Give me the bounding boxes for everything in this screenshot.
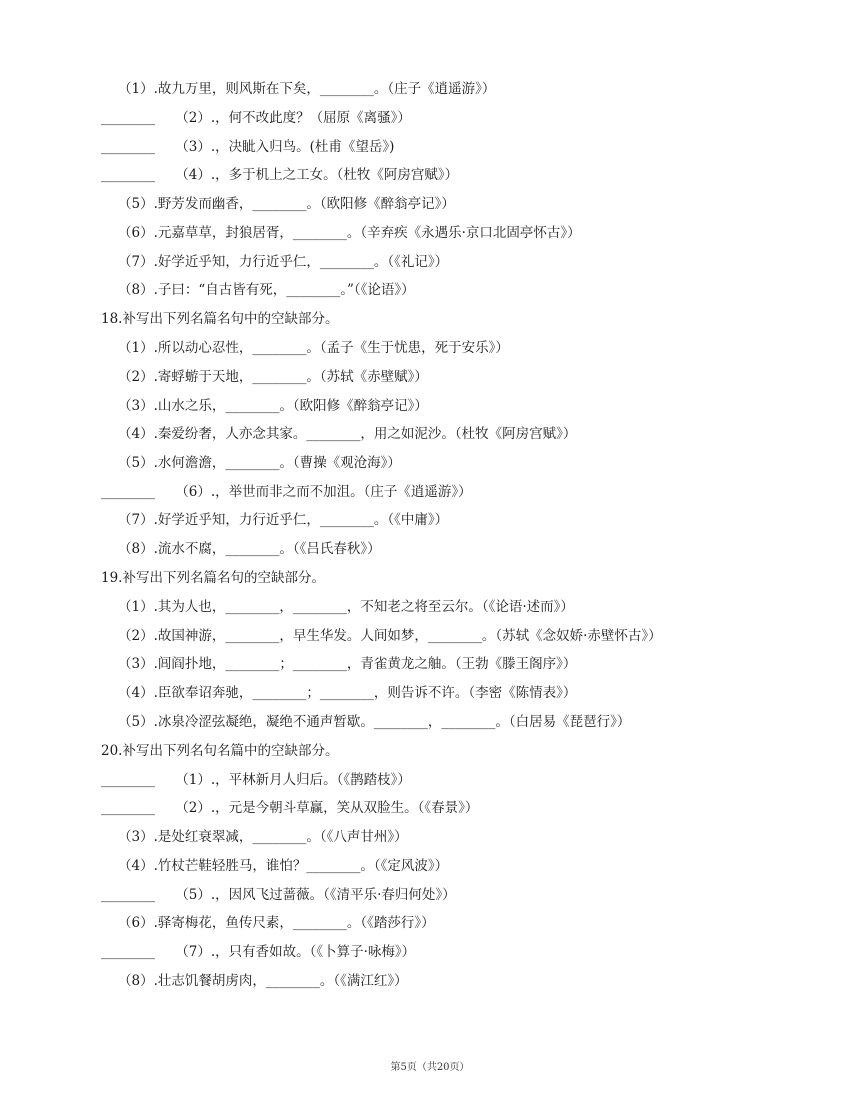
question-line [0, 884, 860, 906]
question-line [0, 193, 860, 215]
section-heading [0, 740, 860, 762]
line-text: ________ （1）.，平林新月人归后。（《鹊踏枝》） [101, 772, 411, 788]
question-line [0, 337, 860, 359]
line-text: （6）.元嘉草草，封狼居胥，________。（辛弃疾《永遇乐·京口北固亭怀古》） [118, 225, 581, 241]
question-line [0, 222, 860, 244]
line-text: ________ （3）.，决眦入归鸟。(杜甫《望岳》) [101, 139, 395, 155]
question-line [0, 797, 860, 819]
question-line [0, 970, 860, 992]
question-line [0, 107, 860, 129]
question-line [0, 596, 860, 618]
line-text: （2）.寄蜉蝣于天地，________。（苏轼《赤壁赋》） [118, 369, 428, 385]
line-text: ________ （2）.，何不改此度？（屈原《离骚》） [101, 110, 411, 126]
question-line [0, 682, 860, 704]
question-line [0, 366, 860, 388]
line-text: 19.补写出下列名篇名句的空缺部分。 [101, 570, 325, 586]
line-text: ________ （5）.，因风飞过蔷薇。（《清平乐·春归何处》） [101, 887, 456, 903]
line-text: （8）.子曰：“自古皆有死，________。”（《论语》） [118, 282, 415, 298]
line-text: （6）.驿寄梅花，鱼传尺素，________。（《踏莎行》） [118, 915, 435, 931]
question-line [0, 279, 860, 301]
question-line [0, 826, 860, 848]
line-text: ________ （2）.，元是今朝斗草赢，笑从双脸生。（《春景》） [101, 800, 479, 816]
question-line [0, 711, 860, 733]
line-text: （8）.流水不腐，________。（《吕氏春秋》） [118, 541, 381, 557]
line-text: 18.补写出下列名篇名句中的空缺部分。 [101, 311, 339, 327]
line-text: （2）.故国神游，________，早生华发。人间如梦，________。（苏轼《念奴娇·赤壁怀古》） [118, 628, 662, 644]
question-line [0, 912, 860, 934]
question-line [0, 538, 860, 560]
line-text: （3）.山水之乐，________。（欧阳修《醉翁亭记》） [118, 398, 428, 414]
question-line [0, 78, 860, 100]
section-heading [0, 308, 860, 330]
line-text: （1）.所以动心忍性，________。（孟子《生于忧患，死于安乐》） [118, 340, 509, 356]
question-line [0, 769, 860, 791]
question-line [0, 941, 860, 963]
line-text: ________ （4）.，多于机上之工女。（杜牧《阿房宫赋》） [101, 167, 459, 183]
question-line [0, 423, 860, 445]
line-text: （1）.故九万里，则风斯在下矣，________。（庄子《逍遥游》） [118, 81, 496, 97]
question-line [0, 452, 860, 474]
line-text: （3）.闾阎扑地，________；________，青雀黄龙之舳。（王勃《滕王阁序》） [118, 656, 577, 672]
line-text: （5）.野芳发而幽香，________。（欧阳修《醉翁亭记》） [118, 196, 455, 212]
line-text: （5）.水何澹澹，________。（曹操《观沧海》） [118, 455, 401, 471]
line-text: （4）.臣欲奉诏奔驰，________；________，则告诉不许。（李密《陈情表》） [118, 685, 577, 701]
line-text: ________ （7）.，只有香如故。（《卜算子·咏梅》） [101, 944, 416, 960]
line-text: 20.补写出下列名句名篇中的空缺部分。 [101, 743, 339, 759]
section-heading [0, 567, 860, 589]
question-line [0, 855, 860, 877]
question-line [0, 136, 860, 158]
line-text: （4）.秦爱纷奢，人亦念其家。________，用之如泥沙。（杜牧《阿房宫赋》） [118, 426, 577, 442]
line-text: （5）.冰泉冷涩弦凝绝，凝绝不通声暂歇。________，________。（白居易《琵琶行》） [118, 714, 631, 730]
page-footer: 第5页（共20页） [390, 1062, 470, 1073]
line-text: （7）.好学近乎知，力行近乎仁，________。（《礼记》） [118, 254, 449, 270]
question-line [0, 164, 860, 186]
question-line [0, 509, 860, 531]
question-line [0, 395, 860, 417]
question-line [0, 625, 860, 647]
line-text: （7）.好学近乎知，力行近乎仁，________。（《中庸》） [118, 512, 449, 528]
line-text: ________ （6）.，举世而非之而不加沮。（庄子《逍遥游》） [101, 484, 472, 500]
question-line [0, 653, 860, 675]
question-line [0, 481, 860, 503]
question-line [0, 251, 860, 273]
line-text: （1）.其为人也，________，________，不知老之将至云尔。（《论语·述而》） [118, 599, 574, 615]
line-text: （4）.竹杖芒鞋轻胜马，谁怕？________。（《定风波》） [118, 858, 449, 874]
line-text: （8）.壮志饥餐胡虏肉，________。（《满江红》） [118, 973, 408, 989]
line-text: （3）.是处红衰翠减，________。（《八声甘州》） [118, 829, 408, 845]
